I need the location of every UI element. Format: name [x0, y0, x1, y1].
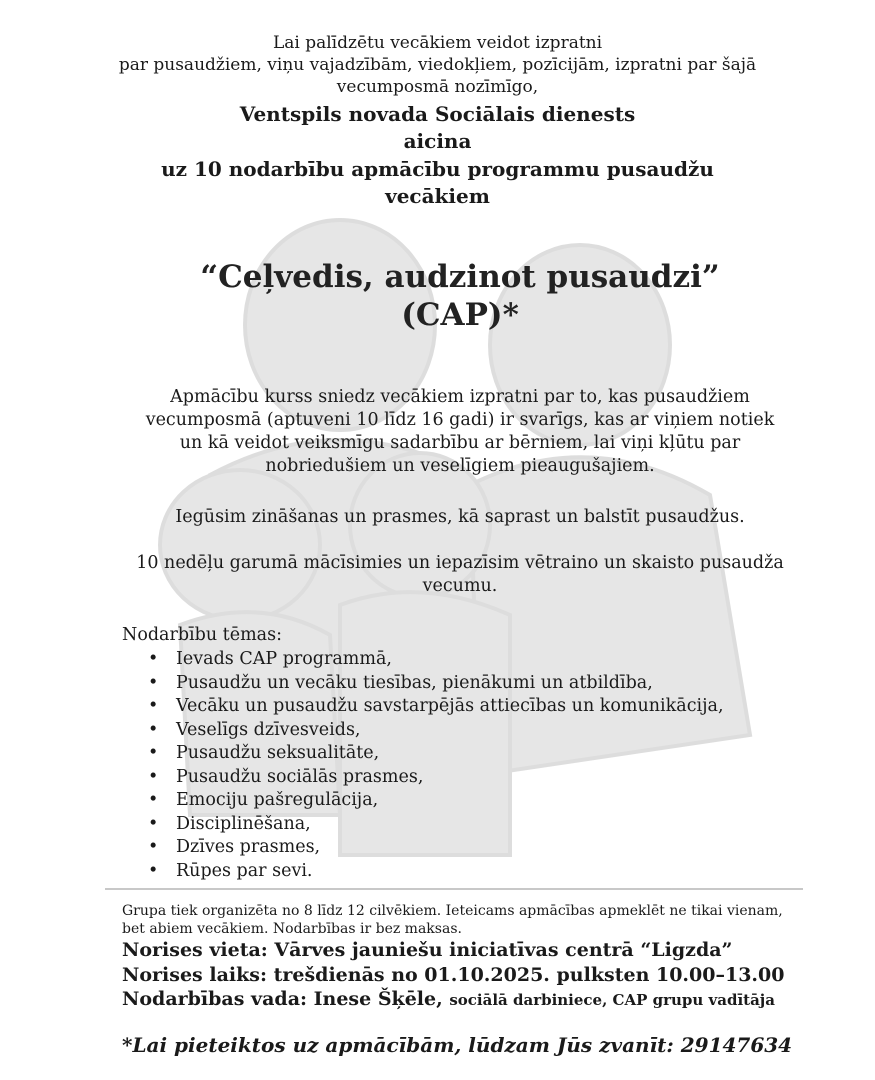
bullet: • — [148, 837, 159, 857]
program-line: vecākiem — [385, 184, 490, 208]
bullet: • — [148, 743, 159, 763]
bullet: • — [148, 696, 159, 716]
intro-text — [0, 32, 875, 98]
topic-text: Pusaudžu un vecāku tiesības, pienākumi un atbildība, — [176, 672, 653, 693]
topic-text: Disciplinēšana, — [176, 813, 311, 834]
intro-line: par pusaudžiem, viņu vajadzībām, viedokļiem, pozīcijām, izpratni par šajā — [118, 55, 757, 75]
list-item — [148, 789, 724, 813]
topic-text: Ievads CAP programmā, — [176, 649, 392, 669]
title-line: “Ceļvedis, audzinot pusaudzi” — [200, 259, 720, 295]
intro-line: vecumposmā nozīmīgo, — [336, 77, 539, 97]
title-line: (CAP)* — [401, 297, 519, 333]
bullet: • — [148, 790, 159, 810]
leader-role: sociālā darbiniece, CAP grupu vadītāja — [449, 991, 775, 1009]
topic-text: Pusaudžu sociālās prasmes, — [176, 766, 424, 787]
list-item — [148, 813, 724, 837]
signup-call: *Lai pieteiktos uz apmācībām, lūdzam Jūs zvanīt: 29147634 — [122, 1033, 793, 1057]
description-line: nobriedušiem un veselīgiem pieaugušajiem. — [265, 456, 655, 476]
invites: aicina — [403, 129, 472, 153]
bullet: • — [148, 860, 159, 881]
location: Norises vieta: Vārves jauniešu iniciatīvas centrā “Ligzda” — [122, 939, 733, 961]
topic-text: Vecāku un pusaudžu savstarpējās attiecības un komunikācija, — [176, 696, 724, 716]
divider — [105, 888, 803, 890]
bullet: • — [148, 813, 159, 834]
list-item — [148, 672, 724, 696]
bullet: • — [148, 649, 159, 669]
topic-text: Veselīgs dzīvesveids, — [176, 719, 361, 740]
topic-text: Rūpes par sevi. — [176, 860, 313, 881]
bullet: • — [148, 766, 159, 787]
time: Norises laiks: trešdienās no 01.10.2025. pulksten 10.00–13.00 — [122, 964, 785, 986]
duration-line: vecumu. — [422, 576, 498, 596]
description-paragraph — [120, 386, 800, 478]
group-note: Grupa tiek organizēta no 8 līdz 12 cilvēkiem. Ieteicams apmācības apmeklēt ne tikai vienam, bet abiem vecākiem. Nodarbības ir bez maksas. — [122, 903, 783, 937]
list-item — [148, 742, 724, 766]
duration-paragraph — [110, 552, 810, 598]
list-item — [148, 719, 724, 743]
program-title — [120, 258, 800, 334]
program-line: uz 10 nodarbību apmācību programmu pusaudžu — [161, 157, 714, 181]
topic-text: Emociju pašregulācija, — [176, 790, 379, 810]
list-item — [148, 860, 724, 884]
leader — [122, 988, 782, 1012]
topic-text: Dzīves prasmes, — [176, 837, 321, 857]
description-line: un kā veidot veiksmīgu sadarbību ar bērniem, lai viņi kļūtu par — [179, 433, 741, 453]
bullet: • — [148, 672, 159, 693]
bullet: • — [148, 719, 159, 740]
intro-line: Lai palīdzētu vecākiem veidot izpratni — [272, 33, 603, 53]
list-item — [148, 695, 724, 719]
topics-list — [148, 648, 724, 883]
organizer: Ventspils novada Sociālais dienests — [239, 102, 636, 126]
duration-line: 10 nedēļu garumā mācīsimies un iepazīsim vētraino un skaisto pusaudža — [136, 553, 784, 573]
topics-label: Nodarbību tēmas: — [122, 625, 282, 645]
description-line: Apmācību kurss sniedz vecākiem izpratni par to, kas pusaudžiem — [170, 387, 750, 407]
list-item — [148, 766, 724, 790]
skills-paragraph: Iegūsim zināšanas un prasmes, kā saprast un balstīt pusaudžus. — [175, 507, 745, 527]
description-line: vecumposmā (aptuveni 10 līdz 16 gadi) ir svarīgs, kas ar viņiem notiek — [145, 410, 775, 430]
leader-label: Nodarbības vada: Inese Šķēle, — [122, 988, 450, 1010]
topic-text: Pusaudžu seksualitāte, — [176, 743, 380, 763]
list-item — [148, 836, 724, 860]
list-item — [148, 648, 724, 672]
